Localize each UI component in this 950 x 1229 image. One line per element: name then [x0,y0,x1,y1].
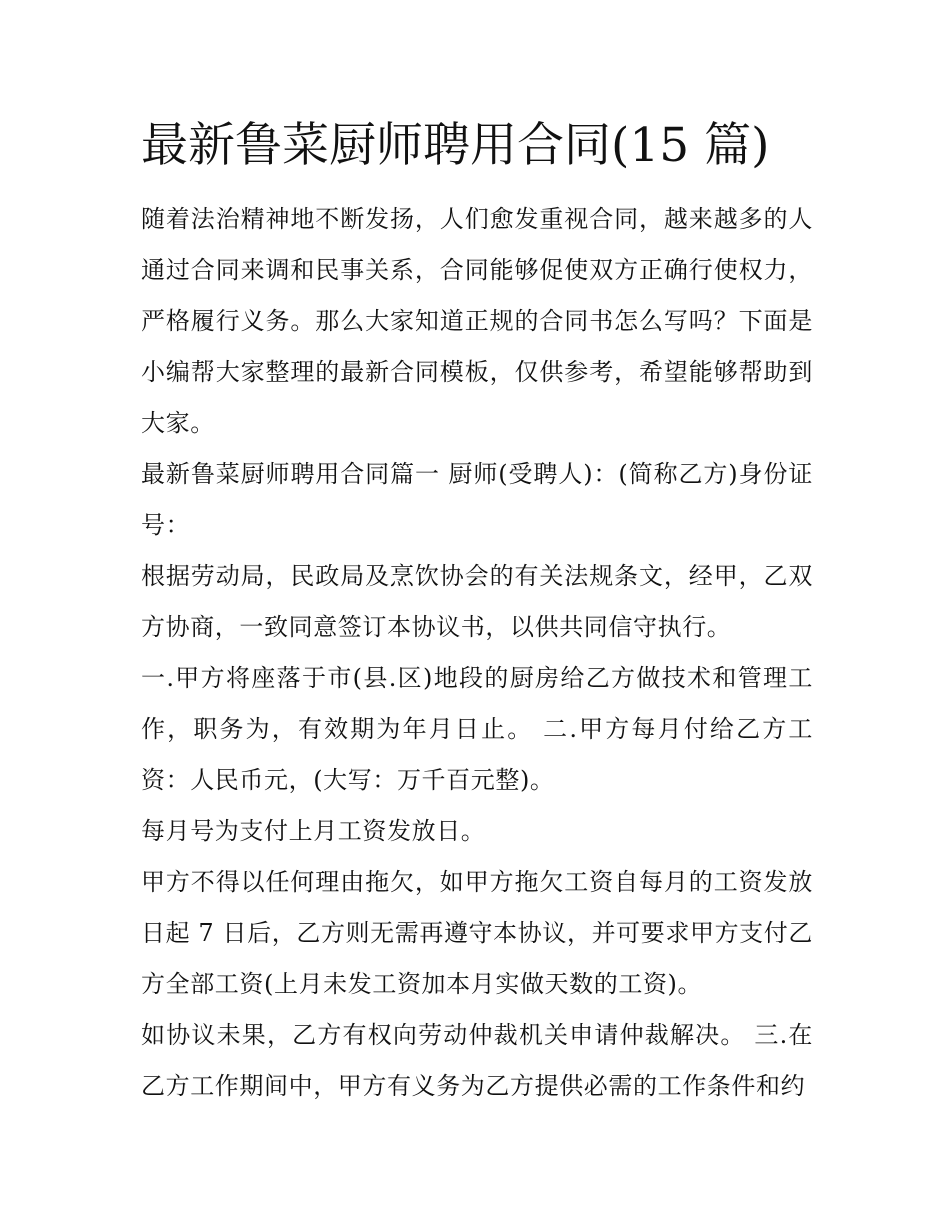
paragraph-agreement-basis: 根据劳动局，民政局及烹饮协会的有关法规条文，经甲，乙双方协商，一致同意签订本协议书，以供共同信守执行。 [141,562,813,641]
paragraph-arbitration: 如协议未果，乙方有权向劳动仲裁机关申请仲裁解决。 三.在乙方工作期间中，甲方有义务为乙方提供必需的工作条件和约 [141,1021,813,1100]
document-body [141,194,813,1112]
paragraph-intro: 随着法治精神地不断发扬，人们愈发重视合同，越来越多的人通过合同来调和民事关系，合同能够促使双方正确行使权力，严格履行义务。那么大家知道正规的合同书怎么写吗？下面是小编帮大家整理的最新合同模板，仅供参考，希望能够帮助到大家。 [141,205,813,437]
paragraph-clause-one-two: 一.甲方将座落于市(县.区)地段的厨房给乙方做技术和管理工作，职务为，有效期为年月日止。 二.甲方每月付给乙方工资：人民币元，(大写：万千百元整)。 [141,664,813,794]
document-title: 最新鲁菜厨师聘用合同(15 篇) [141,118,770,173]
document-page [141,110,813,1112]
paragraph-section-one-heading: 最新鲁菜厨师聘用合同篇一 厨师(受聘人)：(简称乙方)身份证号： [141,460,813,539]
paragraph-arrears: 甲方不得以任何理由拖欠，如甲方拖欠工资自每月的工资发放日起 7 日后，乙方则无需再遵守本协议，并可要求甲方支付乙方全部工资(上月未发工资加本月实做天数的工资)。 [141,868,813,998]
paragraph-payday: 每月号为支付上月工资发放日。 [141,817,486,845]
